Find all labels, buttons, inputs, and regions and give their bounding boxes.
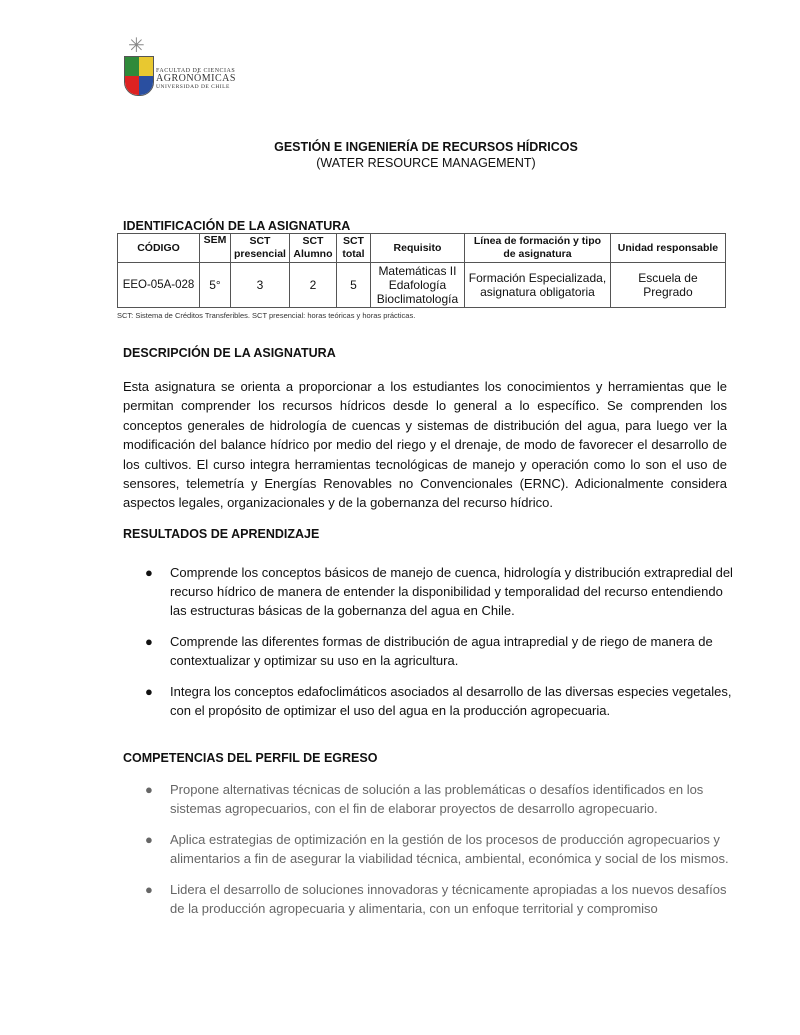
document-subtitle: (WATER RESOURCE MANAGEMENT) — [316, 156, 536, 170]
item-text: Aplica estrategias de optimización en la gestión de los procesos de producción agropecuarios y alimentarios a fin de asegurar la viabilidad técnica, ambiental, económica y social de los mismos. — [170, 832, 729, 866]
header-cell: SCT presencial — [231, 234, 290, 263]
list-item: ● Lidera el desarrollo de soluciones innovadoras y técnicamente apropiadas a los nuevos desafíos de la producción agropecuaria y alimentaria, con un enfoque territorial y compromiso — [145, 882, 727, 916]
descripcion-heading: DESCRIPCIÓN DE LA ASIGNATURA — [123, 346, 336, 360]
header-cell: Unidad responsable — [610, 234, 725, 263]
descripcion-text: Esta asignatura se orienta a proporcionar a los estudiantes los conocimientos y herramientas que le permitan comprender los recursos hídricos desde lo general a lo específico. Se comprenden los conceptos generales de hidrología de cuencas y sistemas de distribución del agua, para luego ver la modificación del balance hídrico por medio del riego y el drenaje, de modo de favorecer el desarrollo de los cultivos. El curso integra herramientas tecnológicas de manejo y operación como lo son el uso de sensores, telemetría y Energías Renovables no Convencionales (ERNC). Adicionalmente considera aspectos legales, organizacionales y de la gobernanza del recurso hídrico. — [123, 379, 727, 511]
list-item: ● Aplica estrategias de optimización en la gestión de los procesos de producción agropecuarios y alimentarios a fin de asegurar la viabilidad técnica, ambiental, económica y social de los mismos. — [145, 832, 729, 866]
item-text: Integra los conceptos edafoclimáticos asociados al desarrollo de las diversas especies vegetales, con el propósito de optimizar el uso del agua en la producción agropecuaria. — [170, 684, 732, 718]
competencias-list — [145, 780, 735, 918]
star-icon: ✳ — [128, 35, 145, 57]
shield-icon — [124, 56, 154, 96]
header-cell: Línea de formación y tipo de asignatura — [464, 234, 610, 263]
header-cell: SCT Alumno — [289, 234, 336, 263]
item-text: Comprende las diferentes formas de distribución de agua intrapredial y de riego de manera de contextualizar y optimizar su uso en la agricultura. — [170, 634, 713, 668]
cell-codigo: EEO-05A-028 — [118, 263, 200, 308]
cell-requisito: Matemáticas II Edafología Bioclimatología — [370, 263, 464, 308]
list-item: ● Comprende los conceptos básicos de manejo de cuenca, hidrología y distribución extrapredial del recurso hídrico de manera de entender la disponibilidad y temporalidad del recurso entendiendo las estructuras básicas de la gobernanza del agua en Chile. — [145, 565, 733, 618]
resultados-heading: RESULTADOS DE APRENDIZAJE — [123, 527, 320, 541]
header-cell: Requisito — [370, 234, 464, 263]
header-cell: SEM — [200, 234, 231, 263]
cell-linea: Formación Especializada, asignatura obligatoria — [464, 263, 610, 308]
logo-line1: FACULTAD DE CIENCIAS — [156, 68, 236, 74]
cell-sem: 5° — [200, 263, 231, 308]
faculty-logo — [120, 36, 240, 100]
cell-sct-total: 5 — [336, 263, 370, 308]
competencias-heading: COMPETENCIAS DEL PERFIL DE EGRESO — [123, 751, 378, 765]
cell-sct-alumno: 2 — [289, 263, 336, 308]
header-cell: SCT total — [336, 234, 370, 263]
list-item: ● Comprende las diferentes formas de distribución de agua intrapredial y de riego de manera de contextualizar y optimizar su uso en la agricultura. — [145, 634, 713, 668]
list-item: ● Propone alternativas técnicas de solución a las problemáticas o desafíos identificados en los sistemas agropecuarios, con el fin de elaborar proyectos de desarrollo agropecuario. — [145, 782, 704, 816]
resultados-list — [145, 563, 735, 720]
cell-sct-presencial: 3 — [231, 263, 290, 308]
table-footnote: SCT: Sistema de Créditos Transferibles. SCT presencial: horas teóricas y horas prácticas. — [117, 311, 416, 320]
cell-unidad: Escuela de Pregrado — [610, 263, 725, 308]
identificacion-heading: IDENTIFICACIÓN DE LA ASIGNATURA — [123, 219, 351, 233]
list-item: ● Integra los conceptos edafoclimáticos asociados al desarrollo de las diversas especies vegetales, con el propósito de optimizar el uso del agua en la producción agropecuaria. — [145, 684, 732, 718]
course-table — [117, 233, 726, 308]
item-text: Propone alternativas técnicas de solución a las problemáticas o desafíos identificados en los sistemas agropecuarios, con el fin de elaborar proyectos de desarrollo agropecuario. — [170, 782, 704, 816]
item-text: Comprende los conceptos básicos de manejo de cuenca, hidrología y distribución extrapredial del recurso hídrico de manera de entender la disponibilidad y temporalidad del recurso entendiendo las estructuras básicas de la gobernanza del agua en Chile. — [170, 565, 733, 618]
document-title: GESTIÓN E INGENIERÍA DE RECURSOS HÍDRICOS — [274, 140, 578, 154]
item-text: Lidera el desarrollo de soluciones innovadoras y técnicamente apropiadas a los nuevos desafíos de la producción agropecuaria y alimentaria, con un enfoque territorial y compromiso — [170, 882, 727, 916]
table-header-row — [118, 234, 726, 263]
header-cell: CÓDIGO — [118, 234, 200, 263]
logo-line2: AGRONÓMICAS — [156, 73, 236, 84]
logo-line3: UNIVERSIDAD DE CHILE — [156, 84, 230, 90]
table-row — [118, 263, 726, 308]
